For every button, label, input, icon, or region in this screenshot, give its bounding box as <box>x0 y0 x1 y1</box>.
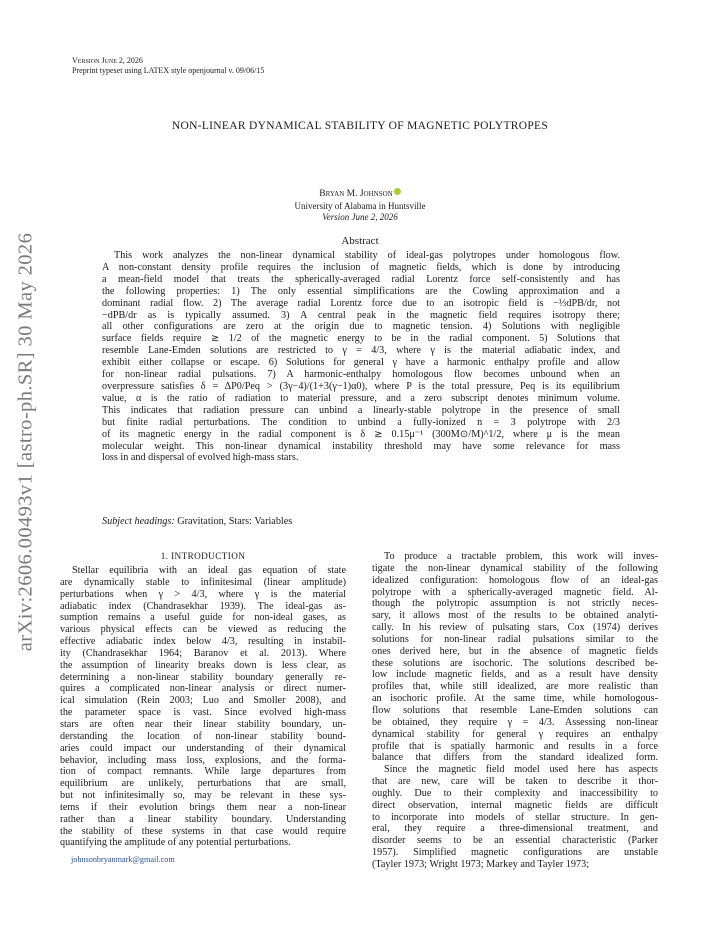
left-column-line: the assumption of linearity breaks down is less clear, as <box>60 659 346 671</box>
subject-headings <box>102 516 292 527</box>
right-column-line: 1957). Simplified magnetic configurations are unstable <box>372 847 658 859</box>
abstract-line: resemble Lane-Emden solutions are restricted to γ = 4/3, where γ is the material adiabatic index, and <box>102 345 620 357</box>
left-column-line: effective adiabatic index below 4/3, resulting in instabil- <box>60 636 346 648</box>
abstract-line: A non-constant density profile requires the inclusion of magnetic fields, which is done by introducing <box>102 261 620 273</box>
right-column-line: be obtained, they require γ = 4/3. Assessing non-linear <box>372 716 658 728</box>
right-column-line: dynamical stability for general γ requires an enthalpy <box>372 728 658 740</box>
abstract-line: the following properties: 1) The only essential simplifications are the Cowling approximation and a <box>102 285 620 297</box>
right-column-line: oughly. Due to their complexity and inaccessibility to <box>372 787 658 799</box>
author-name: Bryan M. Johnson <box>319 189 393 199</box>
left-column-line: the parameter space is vast. Since evolved high-mass <box>60 707 346 719</box>
right-column-line: low include magnetic fields, and as a result have density <box>372 669 658 681</box>
right-column <box>372 551 658 871</box>
version-text: Version June 2, 2026 <box>72 56 143 65</box>
abstract-line: overpressure satisfies δ = ΔP0/Peq > (3γ−4)/(1+3(γ−1)α0), where P is the total pressure, Peq is its equilibrium <box>102 380 620 392</box>
right-column-line: polytrope with a spherically-averaged magnetic field. Al- <box>372 586 658 598</box>
left-column-line: adiabatic index (Chandrasekhar 1939). The ideal-gas as- <box>60 600 346 612</box>
left-column-line: behavior, including mass loss, explosions, and the forma- <box>60 754 346 766</box>
preprint-line: Preprint typeset using LATEX style openjournal v. 09/06/15 <box>72 66 265 75</box>
section-heading: 1. INTRODUCTION <box>160 551 246 561</box>
abstract-line: molecular weight. This non-linear dynamical instability threshold may have some relevance for mass <box>102 440 620 452</box>
abstract-line: exhibit either collapse or escape. 6) Solutions for general γ have a harmonic enthalpy profile and allow <box>102 357 620 369</box>
right-column-line: eral, they require a three-dimensional treatment, and <box>372 823 658 835</box>
right-column-line: profile that is spatially harmonic and results in a force <box>372 740 658 752</box>
abstract-line: −dPB/dr as is typically assumed. 3) A central peak in the magnetic field requires isotropy there; <box>102 309 620 321</box>
right-column-line: idealized configuration: homologous flow of an ideal-gas <box>372 574 658 586</box>
paper-title: NON-LINEAR DYNAMICAL STABILITY OF MAGNETIC POLYTROPES <box>171 120 549 132</box>
abstract-line: but finite radial perturbations. The condition to unbind a fully-ionized n = 3 polytrope with 2/3 <box>102 416 620 428</box>
author-line <box>0 188 720 199</box>
left-column-line: perturbations when γ > 4/3, where γ is the material <box>60 588 346 600</box>
right-column-line: sary, it allows most of the results to be obtained analyti- <box>372 610 658 622</box>
abstract-line: This indicates that radiation pressure can unbind a linearly-stable polytrope in the presence of small <box>102 404 620 416</box>
version-line <box>72 56 143 66</box>
right-column-line: (Tayler 1973; Wright 1973; Markey and Tayler 1973; <box>372 858 590 870</box>
left-column-line: ity (Chandrasekhar 1964; Baranov et al. 2013). Where <box>60 647 346 659</box>
left-column-line: equilibrium are unlikely, perturbations that are small, <box>60 778 346 790</box>
left-column-line: Stellar equilibria with an ideal gas equation of state <box>72 565 346 576</box>
right-column-line: disorder seems to be an essential characteristic (Parker <box>372 835 658 847</box>
right-column-line: to incorporate into models of stellar structure. In gen- <box>372 811 658 823</box>
left-column <box>60 565 346 849</box>
left-column-line: the stability of these systems in that case would require <box>60 825 346 837</box>
left-column-line: tion of compact remnants. While large departures from <box>60 766 346 778</box>
left-column-line: derstanding the location of non-linear stability bound- <box>60 730 346 742</box>
abstract-line: all other configurations are zero at the origin due to magnetic tension. 4) Solutions with negligible <box>102 321 620 333</box>
right-column-line: these solutions are isochoric. The solutions described be- <box>372 657 658 669</box>
arxiv-stamp <box>12 232 40 652</box>
right-column-line: tigate the non-linear dynamical stability of the following <box>372 562 658 574</box>
abstract-body <box>102 250 620 464</box>
abstract-line: surface fields require ≳ 1/2 of the magnetic energy to be in the radial component. 5) Solutions that <box>102 333 620 345</box>
author-date: Version June 2, 2026 <box>322 212 398 222</box>
right-column-line: profiles that, while still idealized, are more realistic than <box>372 681 658 693</box>
abstract-line: loss in and dispersal of evolved high-mass stars. <box>102 452 299 464</box>
left-column-line: ical simulation (Rein 2003; Luo and Smoller 2008), and <box>60 695 346 707</box>
abstract-line: a mean-field model that treats the spherically-averaged radial Lorentz force self-consistently and has <box>102 273 620 285</box>
abstract-line: for non-linear radial pulsations. 7) A harmonic-enthalpy homologous flow becomes unbound when an <box>102 369 620 381</box>
arxiv-stamp-text: arXiv:2606.00493v1 [astro-ph.SR] 30 May 2026 <box>14 232 37 652</box>
left-column-line: but not infinitesimally so, may be relevant in these sys- <box>60 790 346 802</box>
left-column-line: stars are often near their linear stability boundary, un- <box>60 718 346 730</box>
abstract-heading: Abstract <box>341 235 379 247</box>
right-column-line: cally. In his review of pulsating stars, Cox (1974) derives <box>372 622 658 634</box>
abstract-line: This work analyzes the non-linear dynamical stability of ideal-gas polytropes under homologous flow. <box>114 250 620 261</box>
right-column-line: solutions for non-linear radial pulsations similar to the <box>372 633 658 645</box>
author-email-link[interactable]: johnsonbryanmark@gmail.com <box>71 855 175 864</box>
subject-label: Subject headings: <box>102 516 175 527</box>
right-column-line: an isochoric profile. At the same time, while homologous- <box>372 693 658 705</box>
abstract-line: value, α is the ratio of radiation to material pressure, and a zero subscript denotes minimum volume. <box>102 392 620 404</box>
left-column-line: quantifying the amplitude of any potential perturbations. <box>60 837 291 849</box>
right-column-line: direct observation, internal magnetic fields are difficult <box>372 799 658 811</box>
right-column-line: ones derived here, but in the absence of magnetic fields <box>372 645 658 657</box>
right-column-line: balance that differs from the standard idealized form. <box>372 752 658 764</box>
right-column-line: To produce a tractable problem, this work will inves- <box>384 551 658 562</box>
right-column-line: that are new, care will be taken to describe it thor- <box>372 776 658 788</box>
abstract-line: dominant radial flow. 2) The average radial Lorentz force due to an isotropic field is −⅓dPB/dr, not <box>102 297 620 309</box>
left-column-line: various physical effects can be viewed as reducing the <box>60 624 346 636</box>
left-column-line: tems if their evolution brings them near a non-linear <box>60 801 346 813</box>
left-column-line: quires a complicated non-linear analysis or direct numer- <box>60 683 346 695</box>
abstract-line: of its magnetic energy in the radial component is δ ≳ 0.15μ⁻¹ (300M⊙/M)^1/2, where μ is the mean <box>102 428 620 440</box>
left-column-line: sumption remains a useful guide for non-ideal gases, as <box>60 612 346 624</box>
left-column-line: aries could impact our understanding of their dynamical <box>60 742 346 754</box>
left-column-line: rather than a linear stability boundary. Understanding <box>60 813 346 825</box>
right-column-line: Since the magnetic field model used here has aspects <box>384 764 658 776</box>
right-column-line: flow solutions that resemble Lane-Emden solutions can <box>372 704 658 716</box>
left-column-line: are dynamically stable to infinitesimal (linear amplitude) <box>60 576 346 588</box>
right-column-line: though the polytropic assumption is not strictly neces- <box>372 598 658 610</box>
left-column-line: determining a non-linear stability boundary generally re- <box>60 671 346 683</box>
orcid-icon[interactable] <box>394 188 401 195</box>
subject-text: Gravitation, Stars: Variables <box>177 516 293 527</box>
author-affiliation: University of Alabama in Huntsville <box>294 201 426 211</box>
